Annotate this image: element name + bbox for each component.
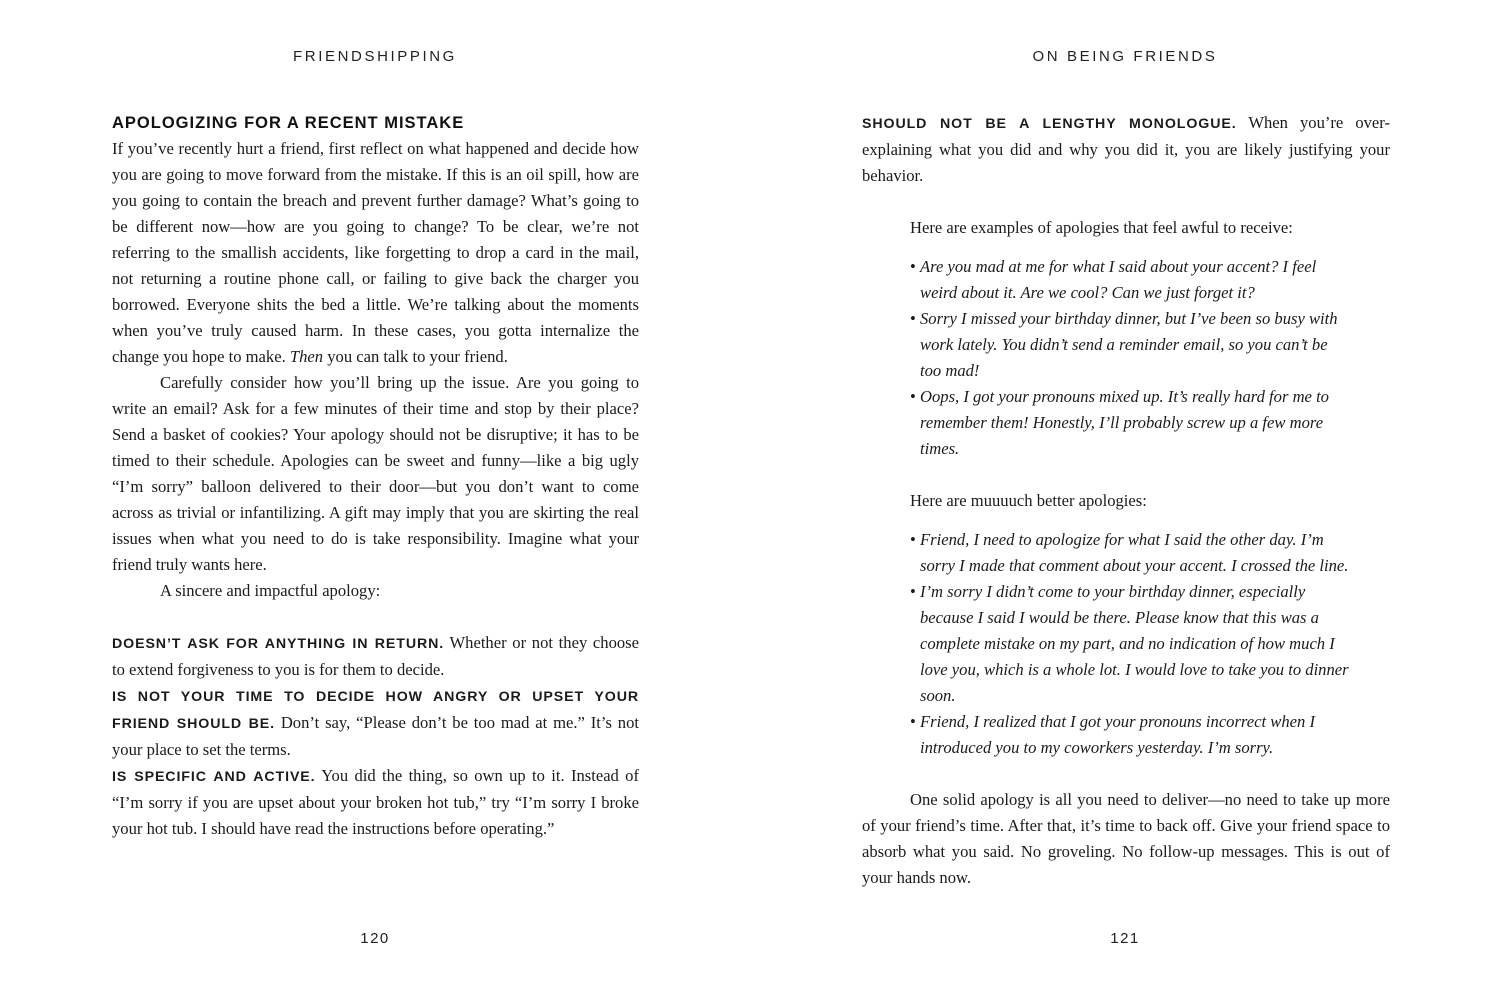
good-examples-list [862, 527, 1390, 761]
apology-point-2-lead: IS NOT YOUR TIME TO DECIDE HOW ANGRY OR UPSET YOUR FRIEND SHOULD BE. [112, 689, 639, 732]
spacer [112, 604, 639, 630]
spacer [862, 462, 1390, 488]
spacer [862, 241, 1390, 254]
right-page [750, 0, 1500, 1000]
paragraph-2: Carefully consider how you’ll bring up the issue. Are you going to write an email? Ask for a few minutes of their time and stop by their place? Send a basket of cookies? Your apology should not be disruptive; it has to be timed to their schedule. Apologies can be sweet and funny—like a big ugly “I’m sorry” balloon delivered to their door—but you don’t want to come across as trivial or infantilizing. A gift may imply that you are skirting the real issues when what you need to do is take responsibility. Imagine what your friend truly wants here. [112, 373, 639, 574]
bad-example-item: • Oops, I got your pronouns mixed up. It’s really hard for me to remember them! Honestly, I’ll probably screw up a few more times. [910, 384, 1350, 462]
apology-point-4-lead: SHOULD NOT BE A LENGTHY MONOLOGUE. [862, 116, 1237, 132]
apology-point-3-lead: IS SPECIFIC AND ACTIVE. [112, 769, 316, 785]
paragraph-1-italic: Then [289, 347, 324, 366]
apology-point-1 [112, 630, 639, 683]
apology-point-1-text: Whether or not they choose to extend forgiveness to you is for them to decide. [112, 633, 640, 679]
running-head-left: FRIENDSHIPPING [293, 48, 457, 65]
section-title: APOLOGIZING FOR A RECENT MISTAKE [112, 114, 465, 132]
bad-example-item: • Sorry I missed your birthday dinner, but I’ve been so busy with work lately. You didn’t send a reminder email, so you can’t be too mad! [910, 306, 1350, 384]
spacer [862, 189, 1390, 215]
spacer [862, 761, 1390, 787]
page-number-left: 120 [360, 930, 390, 947]
running-head-right: ON BEING FRIENDS [1032, 48, 1218, 65]
paragraph-1 [112, 136, 639, 370]
apology-point-4 [862, 110, 1390, 189]
good-example-item: • I’m sorry I didn’t come to your birthday dinner, especially because I said I would be there. Please know that this was a complete mistake on my part, and no indication of how much I love you, which is a whole lot. I would love to take you to dinner soon. [910, 579, 1350, 709]
apology-point-3 [112, 763, 639, 842]
bad-examples-list [862, 254, 1390, 462]
spacer [862, 514, 1390, 527]
right-text-block [862, 110, 1390, 891]
bad-example-item: • Are you mad at me for what I said about your accent? I feel weird about it. Are we cool? Can we just forget it? [910, 254, 1350, 306]
left-text-block [112, 110, 639, 842]
paragraph-1-text: If you’ve recently hurt a friend, first reflect on what happened and decide how you are going to move forward from the mistake. If this is an oil spill, how are you going to contain the breach and prevent further damage? What’s going to be different now—how are you going to change? To be clear, we’re not referring to the smallish accidents, like forgetting to drop a card in the mail, not returning a routine phone call, or failing to give back the charger you borrowed. Everyone shits the bed a little. We’re talking about the moments when you’ve truly caused harm. In these cases, you gotta internalize the change you hope to make. [112, 139, 639, 366]
apology-point-2-text: Don’t say, “Please don’t be too mad at me.” It’s not your place to set the terms. [112, 713, 639, 759]
page-number-right: 121 [1110, 930, 1140, 947]
apology-point-1-lead: DOESN’T ASK FOR ANYTHING IN RETURN. [112, 636, 445, 652]
apology-point-4-text: When you’re over-explaining what you did and why you did it, you are likely justifying your behavior. [862, 113, 1390, 185]
paragraph-3: A sincere and impactful apology: [160, 581, 381, 600]
good-example-item: • Friend, I realized that I got your pronouns incorrect when I introduced you to my coworkers yesterday. I’m sorry. [910, 709, 1350, 761]
bad-examples-intro: Here are examples of apologies that feel awful to receive: [910, 218, 1293, 237]
good-examples-intro: Here are muuuuch better apologies: [910, 491, 1147, 510]
good-example-item: • Friend, I need to apologize for what I said the other day. I’m sorry I made that comment about your accent. I crossed the line. [910, 527, 1350, 579]
apology-point-2 [112, 683, 639, 763]
apology-point-3-text: You did the thing, so own up to it. Instead of “I’m sorry if you are upset about your broken hot tub,” try “I’m sorry I broke your hot tub. I should have read the instructions before operating.” [112, 766, 639, 838]
paragraph-1-tail: you can talk to your friend. [327, 347, 508, 366]
closing-paragraph: One solid apology is all you need to deliver—no need to take up more of your friend’s time. After that, it’s time to back off. Give your friend space to absorb what you said. No groveling. No follow-up messages. This is out of your hands now. [862, 790, 1390, 887]
